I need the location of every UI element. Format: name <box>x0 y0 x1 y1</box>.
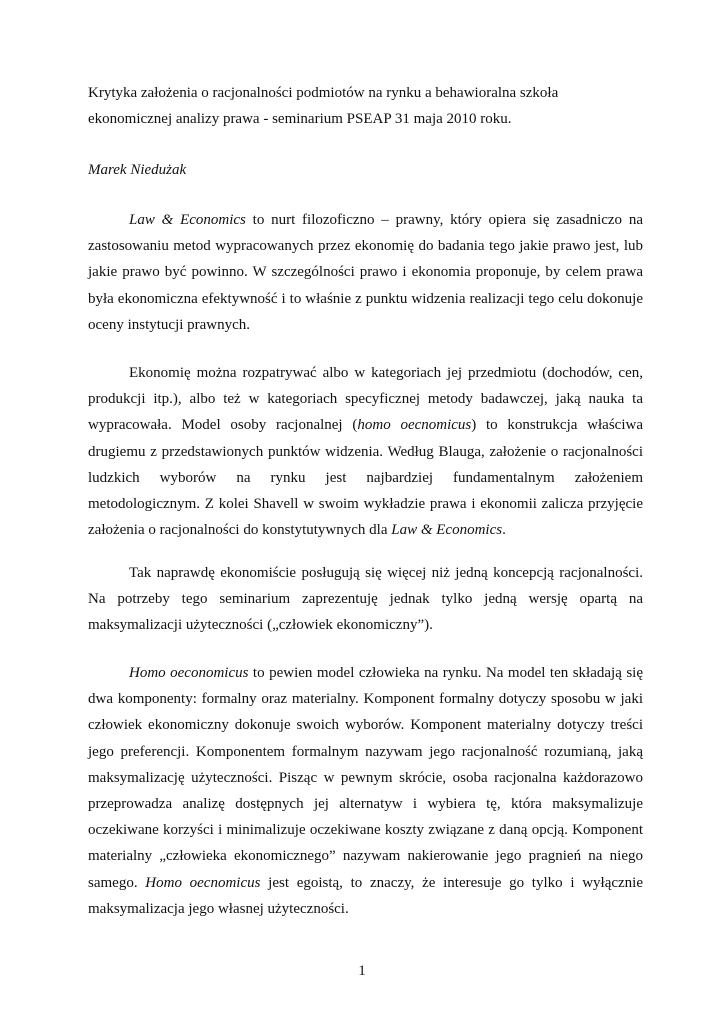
paragraph-text: Ekonomię można rozpatrywać albo w kategoriach jej przedmiotu (dochodów, cen, produkcji itp.), albo też w kategoriach specyficznej metody badawczej, jaką nauka ta wypracowała. Model osoby racjonalnej ( <box>88 365 643 434</box>
paragraph-text: ) to konstrukcja właściwa drugiemu z przedstawionych punktów widzenia. Według Blauga, założenie o racjonalności ludzkich wyborów na rynku jest najbardziej fundamentalnym założeniem metodologicznym. Z kolei Shavell w swoim wykładzie prawa i ekonomii zalicza przyjęcie założenia o racjonalności do konstytutywnych dla <box>88 417 643 539</box>
paragraph-2 <box>88 360 643 543</box>
paragraph-3 <box>88 560 643 639</box>
paragraph-text: . <box>502 522 506 539</box>
author-name: Marek Niedużak <box>88 162 187 178</box>
paragraph-text: Tak naprawdę ekonomiście posługują się więcej niż jedną koncepcją racjonalności. Na potrzeby tego seminarium zaprezentuję jednak tylko jedną wersję opartą na maksymalizacji użyteczności („człowiek ekonomiczny”). <box>88 565 643 634</box>
italic-term: Homo oecnomicus <box>145 874 261 891</box>
page-number: 1 <box>358 963 366 979</box>
italic-term: Law & Economics <box>129 212 246 228</box>
paragraph-4 <box>88 660 643 922</box>
italic-term: Homo oeconomicus <box>129 665 249 681</box>
italic-term: Law & Economics <box>391 522 503 539</box>
paragraph-1 <box>88 207 643 338</box>
paragraph-text: to nurt filozoficzno – prawny, który opiera się zasadniczo na zastosowaniu metod wypracowanych przez ekonomię do badania tego jakie prawo jest, lub jakie prawo być powinno. W szczególności prawo i ekonomia proponuje, by celem prawa była ekonomiczna efektywność i to właśnie z punktu widzenia realizacji tego celu dokonuje oceny instytucji prawnych. <box>88 212 643 333</box>
document-title: Krytyka założenia o racjonalności podmiotów na rynku a behawioralna szkoła ekonomicznej analizy prawa - seminarium PSEAP 31 maja 2010 roku. <box>88 85 559 127</box>
paragraph-text: jest egoistą, to znaczy, że interesuje go tylko i wyłącznie maksymalizacja jego własnej użyteczności. <box>88 874 644 917</box>
paragraph-text: to pewien model człowieka na rynku. Na model ten składają się dwa komponenty: formalny oraz materialny. Komponent formalny dotyczy sposobu w jaki człowiek ekonomiczny dokonuje swoich wyborów. Komponent materialny dotyczy treści jego preferencji. Komponentem formalnym nazywam jego racjonalność rozumianą, jaką maksymalizację użyteczności. Pisząc w pewnym skrócie, osoba racjonalna każdorazowo przeprowadza analizę dostępnych jej alternatyw i wybiera tę, która maksymalizuje oczekiwane korzyści i minimalizuje oczekiwane koszty związane z daną opcją. Komponent materialny „człowieka ekonomicznego” nazywam nakierowanie jego pragnień na niego samego. <box>88 665 643 891</box>
italic-term: homo oecnomicus <box>357 417 472 434</box>
